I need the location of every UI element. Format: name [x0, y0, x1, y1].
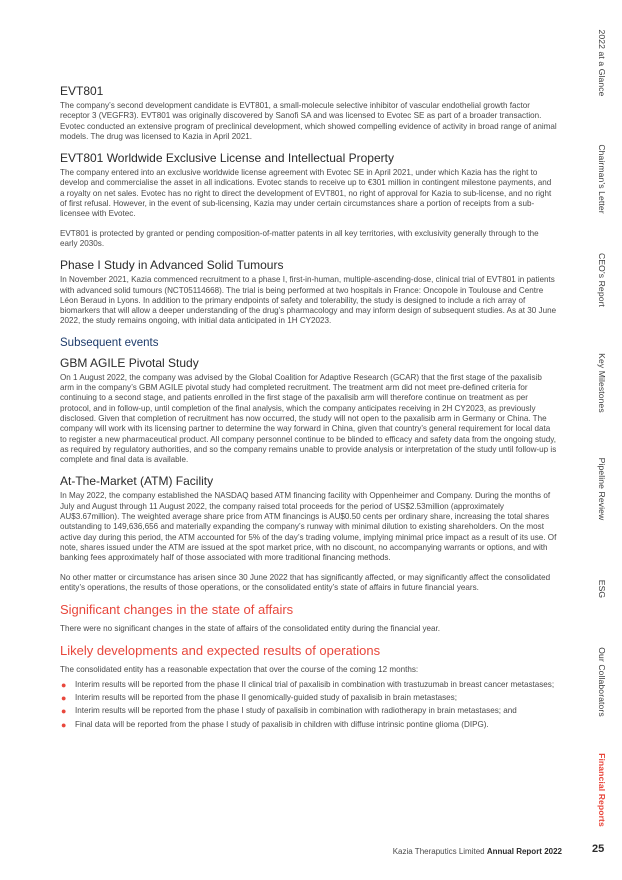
nav-financial-reports[interactable]: Financial Reports: [597, 753, 607, 827]
subsequent-events-heading: Subsequent events: [60, 336, 159, 349]
list-item: [60, 693, 558, 703]
evt801-paragraph: The company’s second development candidate is EVT801, a small-molecule selective inhibitor of vascular endothelial growth factor receptor 3 (VEGFR3). EVT801 was originally discovered by Sanofi SA and was licensed to Evotec SE as part of a broader transaction. Evotec conducted an extensive program of preclinical development, which showed compelling evidence of activity in broad range of animal models. The drug was licensed to Kazia in April 2021.: [60, 101, 557, 141]
nav-our-collaborators[interactable]: Our Collaborators: [597, 647, 607, 717]
likely-developments-intro: The consolidated entity has a reasonable expectation that over the course of the coming 12 months:: [60, 665, 419, 675]
nav-chairmans-letter[interactable]: Chairman’s Letter: [597, 144, 607, 214]
nav-esg[interactable]: ESG: [597, 579, 607, 599]
list-item: [60, 680, 558, 690]
bullet-icon: ●: [61, 692, 67, 703]
license-paragraph-2: EVT801 is protected by granted or pending composition-of-matter patents in all key territories, with exclusivity generally through to the early 2030s.: [60, 228, 539, 248]
likely-developments-heading: Likely developments and expected results of operations: [60, 643, 381, 659]
nav-pipeline-review[interactable]: Pipeline Review: [597, 457, 607, 521]
list-item-text: Interim results will be reported from the phase I study of paxalisib in combination with radiotherapy in brain metastases; and: [75, 706, 517, 716]
section-side-navigation: [582, 0, 622, 880]
footer-company: Kazia Theraputics Limited: [392, 847, 485, 856]
atm-paragraph-1: In May 2022, the company established the NASDAQ based ATM financing facility with Oppenheimer and Company. During the months of July and August through 11 August 2022, the company raised total proceeds for the period of US$2.53million (approximately AU$3.67million). The weighted average share price from ATM financings is AU$0.50 cents per ordinary share, increasing the total shares outstanding to 149,636,656 and materially expanding the company’s runway with minimal dilution to existing shareholders. On the most active day during this period, the ATM accounted for 5% of the day’s trading volume, implying minimal price impact as a result of its use. Of note, shares issued under the ATM are issued at the spot market price, with no discount, no accompanying warrants or options, and with banking fees approximately half of those associated with more traditional financing methods.: [60, 491, 557, 563]
evt801-heading: EVT801: [60, 84, 104, 98]
nav-ceos-report[interactable]: CEO’s Report: [597, 252, 607, 308]
license-heading: EVT801 Worldwide Exclusive License and Intellectual Property: [60, 151, 394, 166]
bullet-icon: ●: [61, 706, 67, 717]
footer-report-title: Annual Report 2022: [486, 847, 562, 856]
page-number: 25: [592, 843, 605, 855]
license-paragraph-1: The company entered into an exclusive worldwide license agreement with Evotec SE in April 2021, under which Kazia has the right to develop and commercialise the asset in all indications. Evotec stands to receive up to €301 million in contingent milestone payments, and a royalty on net sales. Evotec has no right to direct the development of EVT801, no right of approval for Kazia to sub-license, and no right of first refusal. However, in the event of sub-licensing, Kazia may under certain circumstances share a portion of receipts from a sub-licensee with Evotec.: [60, 168, 552, 219]
nav-2022-at-a-glance[interactable]: 2022 at a Glance: [597, 29, 607, 97]
significant-changes-heading: Significant changes in the state of affairs: [60, 602, 294, 618]
nav-key-milestones[interactable]: Key Milestones: [597, 353, 607, 413]
atm-heading: At-The-Market (ATM) Facility: [60, 474, 214, 489]
bullet-icon: ●: [61, 679, 67, 690]
page-footer: [0, 847, 562, 856]
bullet-icon: ●: [61, 719, 67, 730]
list-item: [60, 706, 558, 716]
gbm-heading: GBM AGILE Pivotal Study: [60, 355, 199, 370]
gbm-paragraph: On 1 August 2022, the company was advised by the Global Coalition for Adaptive Research (GCAR) that the first stage of the paxalisib arm in the company’s GBM AGILE pivotal study had completed recruitment. The treatment arm did not meet pre-defined criteria for continuing to a second stage, and patients enrolled in the first stage of the paxalisib arm will therefore continue on treatment as per protocol, and in follow-up, until completion of the final analysis, which the company anticipates receiving in 2H CY2023, as previously disclosed. Given that completion of recruitment has now occurred, the study will not open to the paxalisib arm in Germany or China. The company will work with its licensing partner to determine the way forward in China, given that country’s general requirement for local data to register a new pharmaceutical product. All company personnel continue to be blinded to efficacy and safety data from the ongoing study, as required by regulatory authorities, and so the company remains unable to provide analysis or interpretation of the study until follow-up is complete and final data is available.: [60, 372, 557, 465]
list-item-text: Interim results will be reported from the phase II clinical trial of paxalisib in combination with trastuzumab in breast cancer metastases;: [75, 679, 555, 689]
significant-changes-paragraph: There were no significant changes in the state of affairs of the consolidated entity during the financial year.: [60, 624, 441, 634]
phase1-paragraph: In November 2021, Kazia commenced recruitment to a phase I, first-in-human, multiple-ascending-dose, clinical trial of EVT801 in patients with advanced solid tumours (NCT05114668). The trial is being performed at two hospitals in France: Oncopole in Toulouse and Centre Léon Beraud in Lyons. In addition to the primary endpoints of safety and tolerability, the study is designed to include a rich array of biomarkers that will allow a deeper understanding of the drug’s pharmacology and may inform design of subsequent studies. As at 30 June 2022, the study remains ongoing, with initial data anticipated in 1H CY2023.: [60, 275, 557, 326]
list-item: [60, 720, 558, 730]
list-item-text: Interim results will be reported from the phase II genomically-guided study of paxalisib in brain metastases;: [75, 692, 457, 702]
list-item-text: Final data will be reported from the phase I study of paxalisib in children with diffuse intrinsic pontine glioma (DIPG).: [75, 719, 489, 729]
atm-paragraph-2: No other matter or circumstance has arisen since 30 June 2022 that has significantly affected, or may significantly affect the consolidated entity’s operations, the results of those operations, or the consolidated entity’s state of affairs in future financial years.: [60, 572, 551, 592]
likely-developments-list: [60, 680, 558, 730]
main-content: [60, 84, 558, 733]
phase1-heading: Phase I Study in Advanced Solid Tumours: [60, 258, 284, 273]
